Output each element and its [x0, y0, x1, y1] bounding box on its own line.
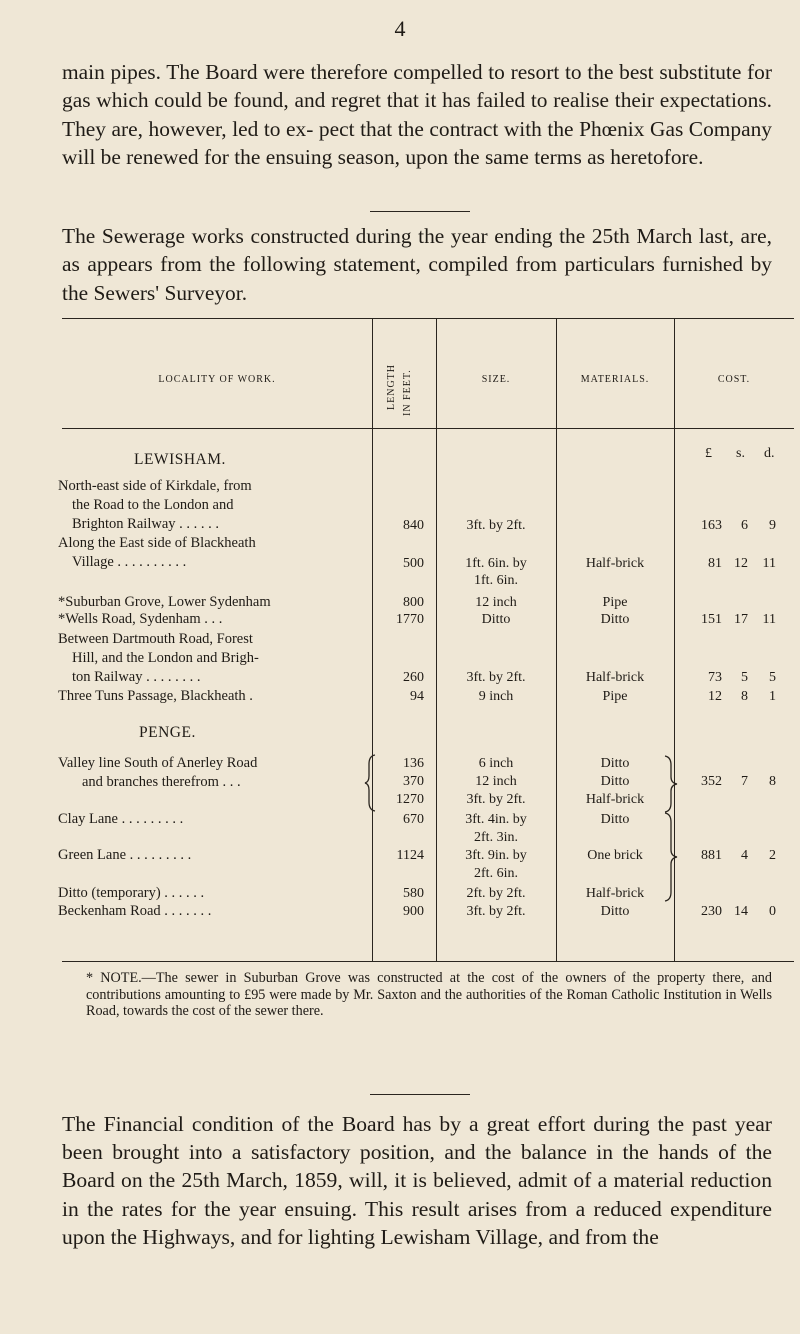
valley-size-3: 3ft. by 2ft.	[466, 792, 526, 807]
row-pence: 5	[769, 670, 776, 685]
row-pounds: 81	[708, 556, 722, 571]
row-length: 260	[403, 670, 424, 685]
clay-lane-length: 670	[403, 812, 424, 827]
row-pounds: 151	[701, 612, 722, 627]
row-shillings: 17	[734, 612, 748, 627]
row-shillings: 6	[741, 518, 748, 533]
row-pence: 11	[762, 612, 776, 627]
paragraph-financial-condition: The Financial condition of the Board has by a great effort during the past year been brought into a satisfactory position, and the balance in the hands of the Board on the 25th March, 1859, will, it is believed, admit of a material reduction in the rates for the year ensuing. This result arises from a reduced expenditure upon the Highways, and for lighting Lewisham Village, and from the	[62, 1112, 772, 1249]
valley-pounds: 352	[701, 774, 722, 789]
section-penge: PENGE.	[139, 724, 196, 741]
valley-length-1: 136	[403, 756, 424, 771]
row-length: 500	[403, 556, 424, 571]
ditto-temporary-size: 2ft. by 2ft.	[466, 886, 526, 901]
currency-shillings: s.	[736, 446, 745, 461]
row-materials: Pipe	[602, 689, 628, 704]
divider-rule	[370, 211, 470, 212]
group-pounds: 881	[701, 848, 722, 863]
sewerage-works-table	[58, 318, 794, 961]
clay-lane-materials: Ditto	[600, 812, 630, 827]
valley-material-2: Ditto	[600, 774, 630, 789]
row-shillings: 5	[741, 670, 748, 685]
beckenham-road-length: 900	[403, 904, 424, 919]
right-brace-icon	[662, 812, 680, 902]
right-brace-icon	[662, 755, 680, 813]
page-number: 4	[394, 16, 406, 41]
currency-pence: d.	[764, 446, 775, 461]
footnote: * NOTE.—The sewer in Suburban Grove was constructed at the cost of the owners of the property there, and contributions amounting to £95 were made by Mr. Saxton and the authorities of the Roman Catholic Institution in Wells Road, towards the cost of the sewer there.	[86, 970, 772, 1019]
valley-material-1: Ditto	[600, 756, 630, 771]
currency-pounds: £	[705, 446, 712, 461]
paragraph-sewerage-intro: The Sewerage works constructed during the year ending the 25th March last, are, as appears from the following statement, compiled from particulars furnished by the Sewers' Surveyor.	[62, 224, 772, 305]
green-lane-size-line2: 2ft. 6in.	[474, 866, 518, 881]
table-row-locality: Between Dartmouth Road, Forest Hill, and the London and Brigh- ton Railway . . . . . . . .	[58, 631, 259, 685]
row-length: 94	[410, 689, 424, 704]
row-pence: 11	[762, 556, 776, 571]
beckenham-road-pounds: 230	[701, 904, 722, 919]
table-bottom-rule	[62, 961, 794, 962]
ditto-temporary-materials: Half-brick	[585, 886, 645, 901]
row-length: 800	[403, 595, 424, 610]
row-size: 3ft. by 2ft.	[466, 518, 526, 533]
valley-shillings: 7	[741, 774, 748, 789]
valley-material-3: Half-brick	[585, 792, 645, 807]
group-pence: 2	[769, 848, 776, 863]
row-pence: 1	[769, 689, 776, 704]
row-size: 1ft. 6in. by	[465, 556, 527, 571]
group-shillings: 4	[741, 848, 748, 863]
beckenham-road-materials: Ditto	[600, 904, 630, 919]
ditto-temporary-locality: Ditto (temporary) . . . . . .	[58, 885, 205, 901]
row-pounds: 73	[708, 670, 722, 685]
row-materials: Half-brick	[585, 670, 645, 685]
row-shillings: 8	[741, 689, 748, 704]
clay-lane-size: 3ft. 4in. by	[465, 812, 527, 827]
row-pounds: 12	[708, 689, 722, 704]
section-lewisham: LEWISHAM.	[134, 451, 226, 468]
header-materials: MATERIALS.	[580, 374, 650, 385]
row-pounds: 163	[701, 518, 722, 533]
green-lane-locality: Green Lane . . . . . . . . .	[58, 847, 192, 863]
table-row-locality: North-east side of Kirkdale, from the Road to the London and Brighton Railway . . . . . .	[58, 478, 252, 532]
divider-rule	[370, 1094, 470, 1095]
header-length	[372, 338, 442, 428]
ditto-temporary-length: 580	[403, 886, 424, 901]
header-size: SIZE.	[481, 374, 511, 385]
clay-lane-locality: Clay Lane . . . . . . . . .	[58, 811, 184, 827]
beckenham-road-size: 3ft. by 2ft.	[466, 904, 526, 919]
valley-length-3: 1270	[396, 792, 424, 807]
valley-length-2: 370	[403, 774, 424, 789]
green-lane-materials: One brick	[587, 848, 643, 863]
beckenham-road-shillings: 14	[734, 904, 748, 919]
beckenham-road-pence: 0	[769, 904, 776, 919]
row-size: 12 inch	[475, 595, 517, 610]
row-size: 9 inch	[478, 689, 514, 704]
valley-pence: 8	[769, 774, 776, 789]
row-pence: 9	[769, 518, 776, 533]
row-shillings: 12	[734, 556, 748, 571]
column-divider	[556, 318, 557, 961]
table-row-locality: Three Tuns Passage, Blackheath .	[58, 688, 253, 704]
header-length-line2: IN FEET.	[402, 369, 413, 416]
green-lane-length: 1124	[396, 848, 424, 863]
row-materials: Ditto	[600, 612, 630, 627]
table-row-locality-valley: Valley line South of Anerley Road and branches therefrom . . .	[58, 755, 258, 790]
row-size: Ditto	[481, 612, 511, 627]
row-materials: Pipe	[602, 595, 628, 610]
table-row-locality: *Suburban Grove, Lower Sydenham	[58, 594, 271, 610]
table-row-locality: *Wells Road, Sydenham . . .	[58, 611, 223, 627]
header-locality: LOCALITY OF WORK.	[158, 374, 276, 385]
valley-size-1: 6 inch	[478, 756, 514, 771]
row-size: 3ft. by 2ft.	[466, 670, 526, 685]
header-cost: COST.	[717, 374, 751, 385]
row-materials: Half-brick	[585, 556, 645, 571]
table-header-rule	[62, 428, 794, 429]
header-length-line1: LENGTH	[386, 364, 397, 410]
table-row-locality: Along the East side of Blackheath Village . . . . . . . . . .	[58, 535, 256, 570]
row-size-line2: 1ft. 6in.	[474, 573, 518, 588]
clay-lane-size-line2: 2ft. 3in.	[474, 830, 518, 845]
row-length: 840	[403, 518, 424, 533]
row-length: 1770	[396, 612, 424, 627]
paragraph-gas-lighting: main pipes. The Board were therefore compelled to resort to the best substitute for gas which could be found, and regret that it has failed to realise their expectations. They are, however, led to ex- pect that the contract with the Phœnix Gas Company will be renewed for the ensuing season, upon the same terms as heretofore.	[62, 60, 772, 169]
beckenham-road-locality: Beckenham Road . . . . . . .	[58, 903, 212, 919]
valley-size-2: 12 inch	[475, 774, 517, 789]
table-top-rule	[62, 318, 794, 319]
green-lane-size: 3ft. 9in. by	[465, 848, 527, 863]
